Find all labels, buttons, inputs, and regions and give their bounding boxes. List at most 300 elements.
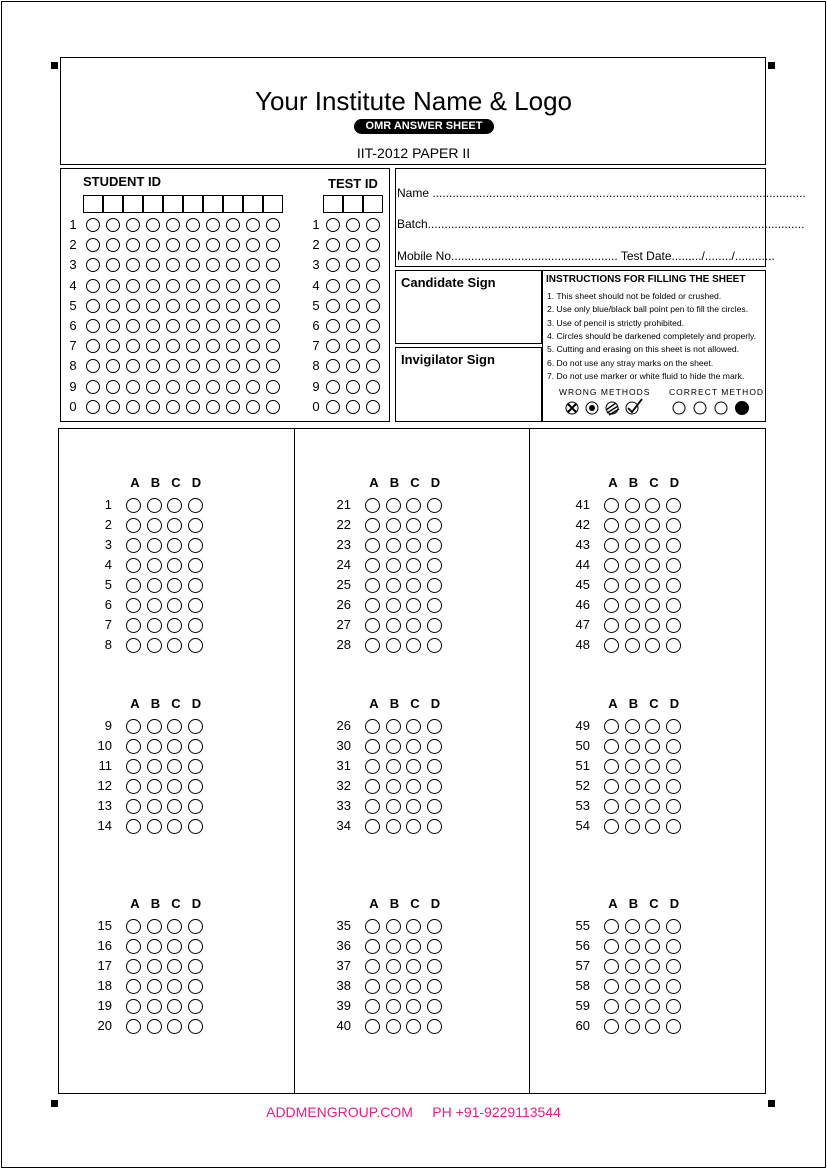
test-id-bubble[interactable] (366, 299, 380, 313)
answer-bubble[interactable] (365, 959, 380, 974)
answer-bubble[interactable] (167, 779, 182, 794)
answer-bubble[interactable] (666, 759, 681, 774)
answer-bubble[interactable] (147, 498, 162, 513)
student-id-digit-box[interactable] (103, 195, 123, 213)
answer-bubble[interactable] (604, 939, 619, 954)
answer-bubble[interactable] (645, 618, 660, 633)
answer-bubble[interactable] (406, 999, 421, 1014)
answer-bubble[interactable] (645, 638, 660, 653)
student-id-bubble[interactable] (86, 218, 100, 232)
student-id-bubble[interactable] (146, 279, 160, 293)
student-id-bubble[interactable] (246, 218, 260, 232)
test-id-bubble[interactable] (326, 218, 340, 232)
answer-bubble[interactable] (427, 999, 442, 1014)
answer-bubble[interactable] (645, 1019, 660, 1034)
student-id-bubble[interactable] (266, 319, 280, 333)
answer-bubble[interactable] (625, 979, 640, 994)
student-id-bubble[interactable] (86, 380, 100, 394)
student-id-digit-box[interactable] (263, 195, 283, 213)
answer-bubble[interactable] (188, 578, 203, 593)
test-id-digit-box[interactable] (363, 195, 383, 213)
answer-bubble[interactable] (365, 739, 380, 754)
answer-bubble[interactable] (427, 919, 442, 934)
answer-bubble[interactable] (386, 618, 401, 633)
answer-bubble[interactable] (386, 779, 401, 794)
answer-bubble[interactable] (666, 999, 681, 1014)
answer-bubble[interactable] (188, 598, 203, 613)
answer-bubble[interactable] (167, 538, 182, 553)
student-id-bubble[interactable] (166, 319, 180, 333)
student-id-bubble[interactable] (186, 400, 200, 414)
answer-bubble[interactable] (666, 518, 681, 533)
answer-bubble[interactable] (604, 1019, 619, 1034)
answer-bubble[interactable] (365, 578, 380, 593)
student-id-bubble[interactable] (106, 319, 120, 333)
answer-bubble[interactable] (604, 578, 619, 593)
answer-bubble[interactable] (604, 919, 619, 934)
answer-bubble[interactable] (406, 779, 421, 794)
test-id-bubble[interactable] (326, 319, 340, 333)
answer-bubble[interactable] (604, 618, 619, 633)
answer-bubble[interactable] (167, 598, 182, 613)
student-id-digit-box[interactable] (243, 195, 263, 213)
answer-bubble[interactable] (365, 999, 380, 1014)
answer-bubble[interactable] (167, 719, 182, 734)
student-id-bubble[interactable] (106, 380, 120, 394)
answer-bubble[interactable] (386, 578, 401, 593)
student-id-bubble[interactable] (206, 400, 220, 414)
answer-bubble[interactable] (167, 819, 182, 834)
answer-bubble[interactable] (427, 1019, 442, 1034)
answer-bubble[interactable] (406, 518, 421, 533)
student-id-bubble[interactable] (206, 279, 220, 293)
answer-bubble[interactable] (427, 759, 442, 774)
answer-bubble[interactable] (427, 959, 442, 974)
test-id-bubble[interactable] (326, 279, 340, 293)
answer-bubble[interactable] (126, 558, 141, 573)
student-id-bubble[interactable] (106, 218, 120, 232)
answer-bubble[interactable] (406, 1019, 421, 1034)
answer-bubble[interactable] (604, 799, 619, 814)
answer-bubble[interactable] (406, 618, 421, 633)
student-id-bubble[interactable] (206, 319, 220, 333)
answer-bubble[interactable] (126, 939, 141, 954)
answer-bubble[interactable] (126, 739, 141, 754)
student-id-bubble[interactable] (266, 380, 280, 394)
answer-bubble[interactable] (147, 819, 162, 834)
answer-bubble[interactable] (427, 779, 442, 794)
answer-bubble[interactable] (386, 498, 401, 513)
student-id-bubble[interactable] (246, 380, 260, 394)
answer-bubble[interactable] (666, 799, 681, 814)
answer-bubble[interactable] (666, 739, 681, 754)
student-id-bubble[interactable] (126, 400, 140, 414)
answer-bubble[interactable] (126, 1019, 141, 1034)
answer-bubble[interactable] (645, 578, 660, 593)
answer-bubble[interactable] (645, 598, 660, 613)
answer-bubble[interactable] (386, 638, 401, 653)
answer-bubble[interactable] (406, 979, 421, 994)
answer-bubble[interactable] (645, 819, 660, 834)
answer-bubble[interactable] (386, 999, 401, 1014)
answer-bubble[interactable] (427, 719, 442, 734)
answer-bubble[interactable] (406, 538, 421, 553)
answer-bubble[interactable] (126, 999, 141, 1014)
test-id-bubble[interactable] (346, 380, 360, 394)
student-id-bubble[interactable] (246, 319, 260, 333)
answer-bubble[interactable] (604, 558, 619, 573)
student-id-bubble[interactable] (126, 319, 140, 333)
answer-bubble[interactable] (666, 779, 681, 794)
answer-bubble[interactable] (167, 518, 182, 533)
answer-bubble[interactable] (386, 819, 401, 834)
student-id-digit-box[interactable] (163, 195, 183, 213)
student-id-bubble[interactable] (266, 279, 280, 293)
answer-bubble[interactable] (188, 538, 203, 553)
answer-bubble[interactable] (625, 1019, 640, 1034)
answer-bubble[interactable] (147, 999, 162, 1014)
student-id-bubble[interactable] (86, 279, 100, 293)
answer-bubble[interactable] (147, 939, 162, 954)
answer-bubble[interactable] (427, 618, 442, 633)
answer-bubble[interactable] (126, 819, 141, 834)
student-id-bubble[interactable] (186, 218, 200, 232)
student-id-bubble[interactable] (86, 400, 100, 414)
student-id-bubble[interactable] (246, 299, 260, 313)
answer-bubble[interactable] (666, 719, 681, 734)
answer-bubble[interactable] (147, 959, 162, 974)
answer-bubble[interactable] (645, 538, 660, 553)
answer-bubble[interactable] (126, 598, 141, 613)
test-id-digit-box[interactable] (343, 195, 363, 213)
answer-bubble[interactable] (406, 638, 421, 653)
answer-bubble[interactable] (167, 638, 182, 653)
student-id-bubble[interactable] (246, 279, 260, 293)
answer-bubble[interactable] (406, 819, 421, 834)
answer-bubble[interactable] (365, 538, 380, 553)
student-id-bubble[interactable] (226, 400, 240, 414)
answer-bubble[interactable] (666, 538, 681, 553)
test-id-bubble[interactable] (326, 380, 340, 394)
answer-bubble[interactable] (625, 578, 640, 593)
answer-bubble[interactable] (604, 719, 619, 734)
student-id-bubble[interactable] (86, 319, 100, 333)
answer-bubble[interactable] (406, 799, 421, 814)
answer-bubble[interactable] (625, 819, 640, 834)
answer-bubble[interactable] (406, 739, 421, 754)
test-id-bubble[interactable] (366, 218, 380, 232)
answer-bubble[interactable] (188, 558, 203, 573)
answer-bubble[interactable] (147, 979, 162, 994)
answer-bubble[interactable] (126, 919, 141, 934)
answer-bubble[interactable] (147, 719, 162, 734)
answer-bubble[interactable] (126, 498, 141, 513)
answer-bubble[interactable] (188, 618, 203, 633)
answer-bubble[interactable] (625, 638, 640, 653)
answer-bubble[interactable] (604, 498, 619, 513)
answer-bubble[interactable] (645, 979, 660, 994)
answer-bubble[interactable] (406, 558, 421, 573)
answer-bubble[interactable] (625, 759, 640, 774)
answer-bubble[interactable] (666, 618, 681, 633)
answer-bubble[interactable] (625, 799, 640, 814)
student-id-bubble[interactable] (86, 299, 100, 313)
answer-bubble[interactable] (365, 558, 380, 573)
answer-bubble[interactable] (365, 819, 380, 834)
answer-bubble[interactable] (365, 498, 380, 513)
answer-bubble[interactable] (666, 598, 681, 613)
answer-bubble[interactable] (126, 638, 141, 653)
student-id-bubble[interactable] (166, 299, 180, 313)
student-id-bubble[interactable] (266, 400, 280, 414)
answer-bubble[interactable] (365, 638, 380, 653)
answer-bubble[interactable] (625, 618, 640, 633)
answer-bubble[interactable] (147, 638, 162, 653)
answer-bubble[interactable] (625, 598, 640, 613)
answer-bubble[interactable] (645, 739, 660, 754)
answer-bubble[interactable] (365, 518, 380, 533)
student-id-bubble[interactable] (146, 299, 160, 313)
answer-bubble[interactable] (427, 979, 442, 994)
answer-bubble[interactable] (147, 799, 162, 814)
answer-bubble[interactable] (188, 719, 203, 734)
answer-bubble[interactable] (625, 959, 640, 974)
answer-bubble[interactable] (666, 959, 681, 974)
answer-bubble[interactable] (188, 518, 203, 533)
answer-bubble[interactable] (645, 799, 660, 814)
answer-bubble[interactable] (666, 979, 681, 994)
answer-bubble[interactable] (427, 799, 442, 814)
answer-bubble[interactable] (427, 638, 442, 653)
answer-bubble[interactable] (167, 498, 182, 513)
answer-bubble[interactable] (406, 578, 421, 593)
answer-bubble[interactable] (386, 598, 401, 613)
answer-bubble[interactable] (625, 538, 640, 553)
answer-bubble[interactable] (365, 759, 380, 774)
answer-bubble[interactable] (625, 779, 640, 794)
test-id-bubble[interactable] (326, 400, 340, 414)
answer-bubble[interactable] (167, 919, 182, 934)
answer-bubble[interactable] (645, 518, 660, 533)
answer-bubble[interactable] (365, 719, 380, 734)
answer-bubble[interactable] (147, 739, 162, 754)
student-id-bubble[interactable] (226, 380, 240, 394)
answer-bubble[interactable] (188, 1019, 203, 1034)
student-id-bubble[interactable] (166, 400, 180, 414)
test-id-bubble[interactable] (366, 380, 380, 394)
test-id-bubble[interactable] (366, 319, 380, 333)
answer-bubble[interactable] (126, 779, 141, 794)
answer-bubble[interactable] (604, 538, 619, 553)
student-id-digit-box[interactable] (83, 195, 103, 213)
answer-bubble[interactable] (147, 779, 162, 794)
answer-bubble[interactable] (386, 558, 401, 573)
answer-bubble[interactable] (188, 819, 203, 834)
answer-bubble[interactable] (645, 939, 660, 954)
answer-bubble[interactable] (406, 759, 421, 774)
answer-bubble[interactable] (645, 919, 660, 934)
mobile-date-field[interactable]: Mobile No.................................................. Test Date........./......../............ (397, 249, 775, 263)
answer-bubble[interactable] (365, 779, 380, 794)
student-id-digit-box[interactable] (203, 195, 223, 213)
answer-bubble[interactable] (126, 959, 141, 974)
answer-bubble[interactable] (406, 498, 421, 513)
answer-bubble[interactable] (188, 939, 203, 954)
answer-bubble[interactable] (126, 578, 141, 593)
answer-bubble[interactable] (188, 638, 203, 653)
student-id-bubble[interactable] (186, 279, 200, 293)
answer-bubble[interactable] (406, 719, 421, 734)
answer-bubble[interactable] (167, 618, 182, 633)
answer-bubble[interactable] (406, 919, 421, 934)
answer-bubble[interactable] (365, 799, 380, 814)
answer-bubble[interactable] (167, 1019, 182, 1034)
student-id-bubble[interactable] (246, 400, 260, 414)
answer-bubble[interactable] (386, 719, 401, 734)
answer-bubble[interactable] (126, 759, 141, 774)
answer-bubble[interactable] (126, 618, 141, 633)
answer-bubble[interactable] (126, 979, 141, 994)
answer-bubble[interactable] (126, 799, 141, 814)
answer-bubble[interactable] (167, 939, 182, 954)
answer-bubble[interactable] (604, 819, 619, 834)
answer-bubble[interactable] (147, 598, 162, 613)
answer-bubble[interactable] (386, 979, 401, 994)
answer-bubble[interactable] (386, 799, 401, 814)
answer-bubble[interactable] (365, 919, 380, 934)
student-id-bubble[interactable] (146, 400, 160, 414)
answer-bubble[interactable] (645, 959, 660, 974)
test-id-bubble[interactable] (326, 299, 340, 313)
student-id-bubble[interactable] (266, 299, 280, 313)
answer-bubble[interactable] (188, 799, 203, 814)
student-id-digit-box[interactable] (183, 195, 203, 213)
answer-bubble[interactable] (666, 919, 681, 934)
answer-bubble[interactable] (625, 999, 640, 1014)
student-id-bubble[interactable] (226, 279, 240, 293)
answer-bubble[interactable] (604, 999, 619, 1014)
student-id-bubble[interactable] (146, 380, 160, 394)
answer-bubble[interactable] (167, 959, 182, 974)
answer-bubble[interactable] (625, 558, 640, 573)
answer-bubble[interactable] (167, 759, 182, 774)
answer-bubble[interactable] (167, 799, 182, 814)
answer-bubble[interactable] (365, 1019, 380, 1034)
student-id-bubble[interactable] (146, 319, 160, 333)
student-id-bubble[interactable] (126, 380, 140, 394)
answer-bubble[interactable] (147, 759, 162, 774)
answer-bubble[interactable] (167, 739, 182, 754)
student-id-bubble[interactable] (186, 319, 200, 333)
answer-bubble[interactable] (666, 498, 681, 513)
answer-bubble[interactable] (406, 959, 421, 974)
answer-bubble[interactable] (427, 498, 442, 513)
answer-bubble[interactable] (126, 719, 141, 734)
answer-bubble[interactable] (188, 759, 203, 774)
test-id-digit-box[interactable] (323, 195, 343, 213)
answer-bubble[interactable] (147, 538, 162, 553)
test-id-bubble[interactable] (346, 279, 360, 293)
answer-bubble[interactable] (365, 598, 380, 613)
answer-bubble[interactable] (386, 518, 401, 533)
answer-bubble[interactable] (386, 1019, 401, 1034)
answer-bubble[interactable] (427, 819, 442, 834)
name-field[interactable]: Name ................................................................................................................ (397, 186, 806, 200)
answer-bubble[interactable] (188, 739, 203, 754)
student-id-bubble[interactable] (206, 299, 220, 313)
answer-bubble[interactable] (386, 739, 401, 754)
answer-bubble[interactable] (625, 719, 640, 734)
test-id-bubble[interactable] (346, 319, 360, 333)
answer-bubble[interactable] (386, 759, 401, 774)
answer-bubble[interactable] (147, 919, 162, 934)
answer-bubble[interactable] (147, 578, 162, 593)
student-id-bubble[interactable] (226, 218, 240, 232)
answer-bubble[interactable] (427, 598, 442, 613)
answer-bubble[interactable] (167, 979, 182, 994)
student-id-bubble[interactable] (186, 380, 200, 394)
answer-bubble[interactable] (604, 638, 619, 653)
answer-bubble[interactable] (645, 719, 660, 734)
answer-bubble[interactable] (625, 518, 640, 533)
answer-bubble[interactable] (386, 959, 401, 974)
student-id-bubble[interactable] (106, 279, 120, 293)
answer-bubble[interactable] (604, 759, 619, 774)
student-id-bubble[interactable] (126, 218, 140, 232)
answer-bubble[interactable] (386, 939, 401, 954)
student-id-bubble[interactable] (146, 218, 160, 232)
answer-bubble[interactable] (604, 959, 619, 974)
answer-bubble[interactable] (427, 939, 442, 954)
answer-bubble[interactable] (365, 618, 380, 633)
student-id-bubble[interactable] (206, 218, 220, 232)
student-id-bubble[interactable] (226, 299, 240, 313)
answer-bubble[interactable] (147, 618, 162, 633)
student-id-digit-box[interactable] (223, 195, 243, 213)
answer-bubble[interactable] (625, 498, 640, 513)
answer-bubble[interactable] (645, 558, 660, 573)
answer-bubble[interactable] (625, 739, 640, 754)
answer-bubble[interactable] (365, 939, 380, 954)
answer-bubble[interactable] (167, 999, 182, 1014)
answer-bubble[interactable] (645, 779, 660, 794)
answer-bubble[interactable] (188, 999, 203, 1014)
answer-bubble[interactable] (645, 498, 660, 513)
answer-bubble[interactable] (666, 939, 681, 954)
answer-bubble[interactable] (666, 819, 681, 834)
batch-field[interactable]: Batch................................................................................................................. (397, 217, 805, 231)
answer-bubble[interactable] (604, 979, 619, 994)
answer-bubble[interactable] (188, 919, 203, 934)
answer-bubble[interactable] (666, 1019, 681, 1034)
answer-bubble[interactable] (666, 638, 681, 653)
student-id-bubble[interactable] (186, 299, 200, 313)
answer-bubble[interactable] (427, 538, 442, 553)
student-id-digit-box[interactable] (123, 195, 143, 213)
answer-bubble[interactable] (427, 578, 442, 593)
student-id-bubble[interactable] (166, 380, 180, 394)
answer-bubble[interactable] (406, 598, 421, 613)
answer-bubble[interactable] (645, 999, 660, 1014)
answer-bubble[interactable] (604, 779, 619, 794)
answer-bubble[interactable] (365, 979, 380, 994)
student-id-digit-box[interactable] (143, 195, 163, 213)
answer-bubble[interactable] (188, 498, 203, 513)
answer-bubble[interactable] (666, 578, 681, 593)
answer-bubble[interactable] (147, 518, 162, 533)
answer-bubble[interactable] (604, 739, 619, 754)
test-id-bubble[interactable] (366, 400, 380, 414)
